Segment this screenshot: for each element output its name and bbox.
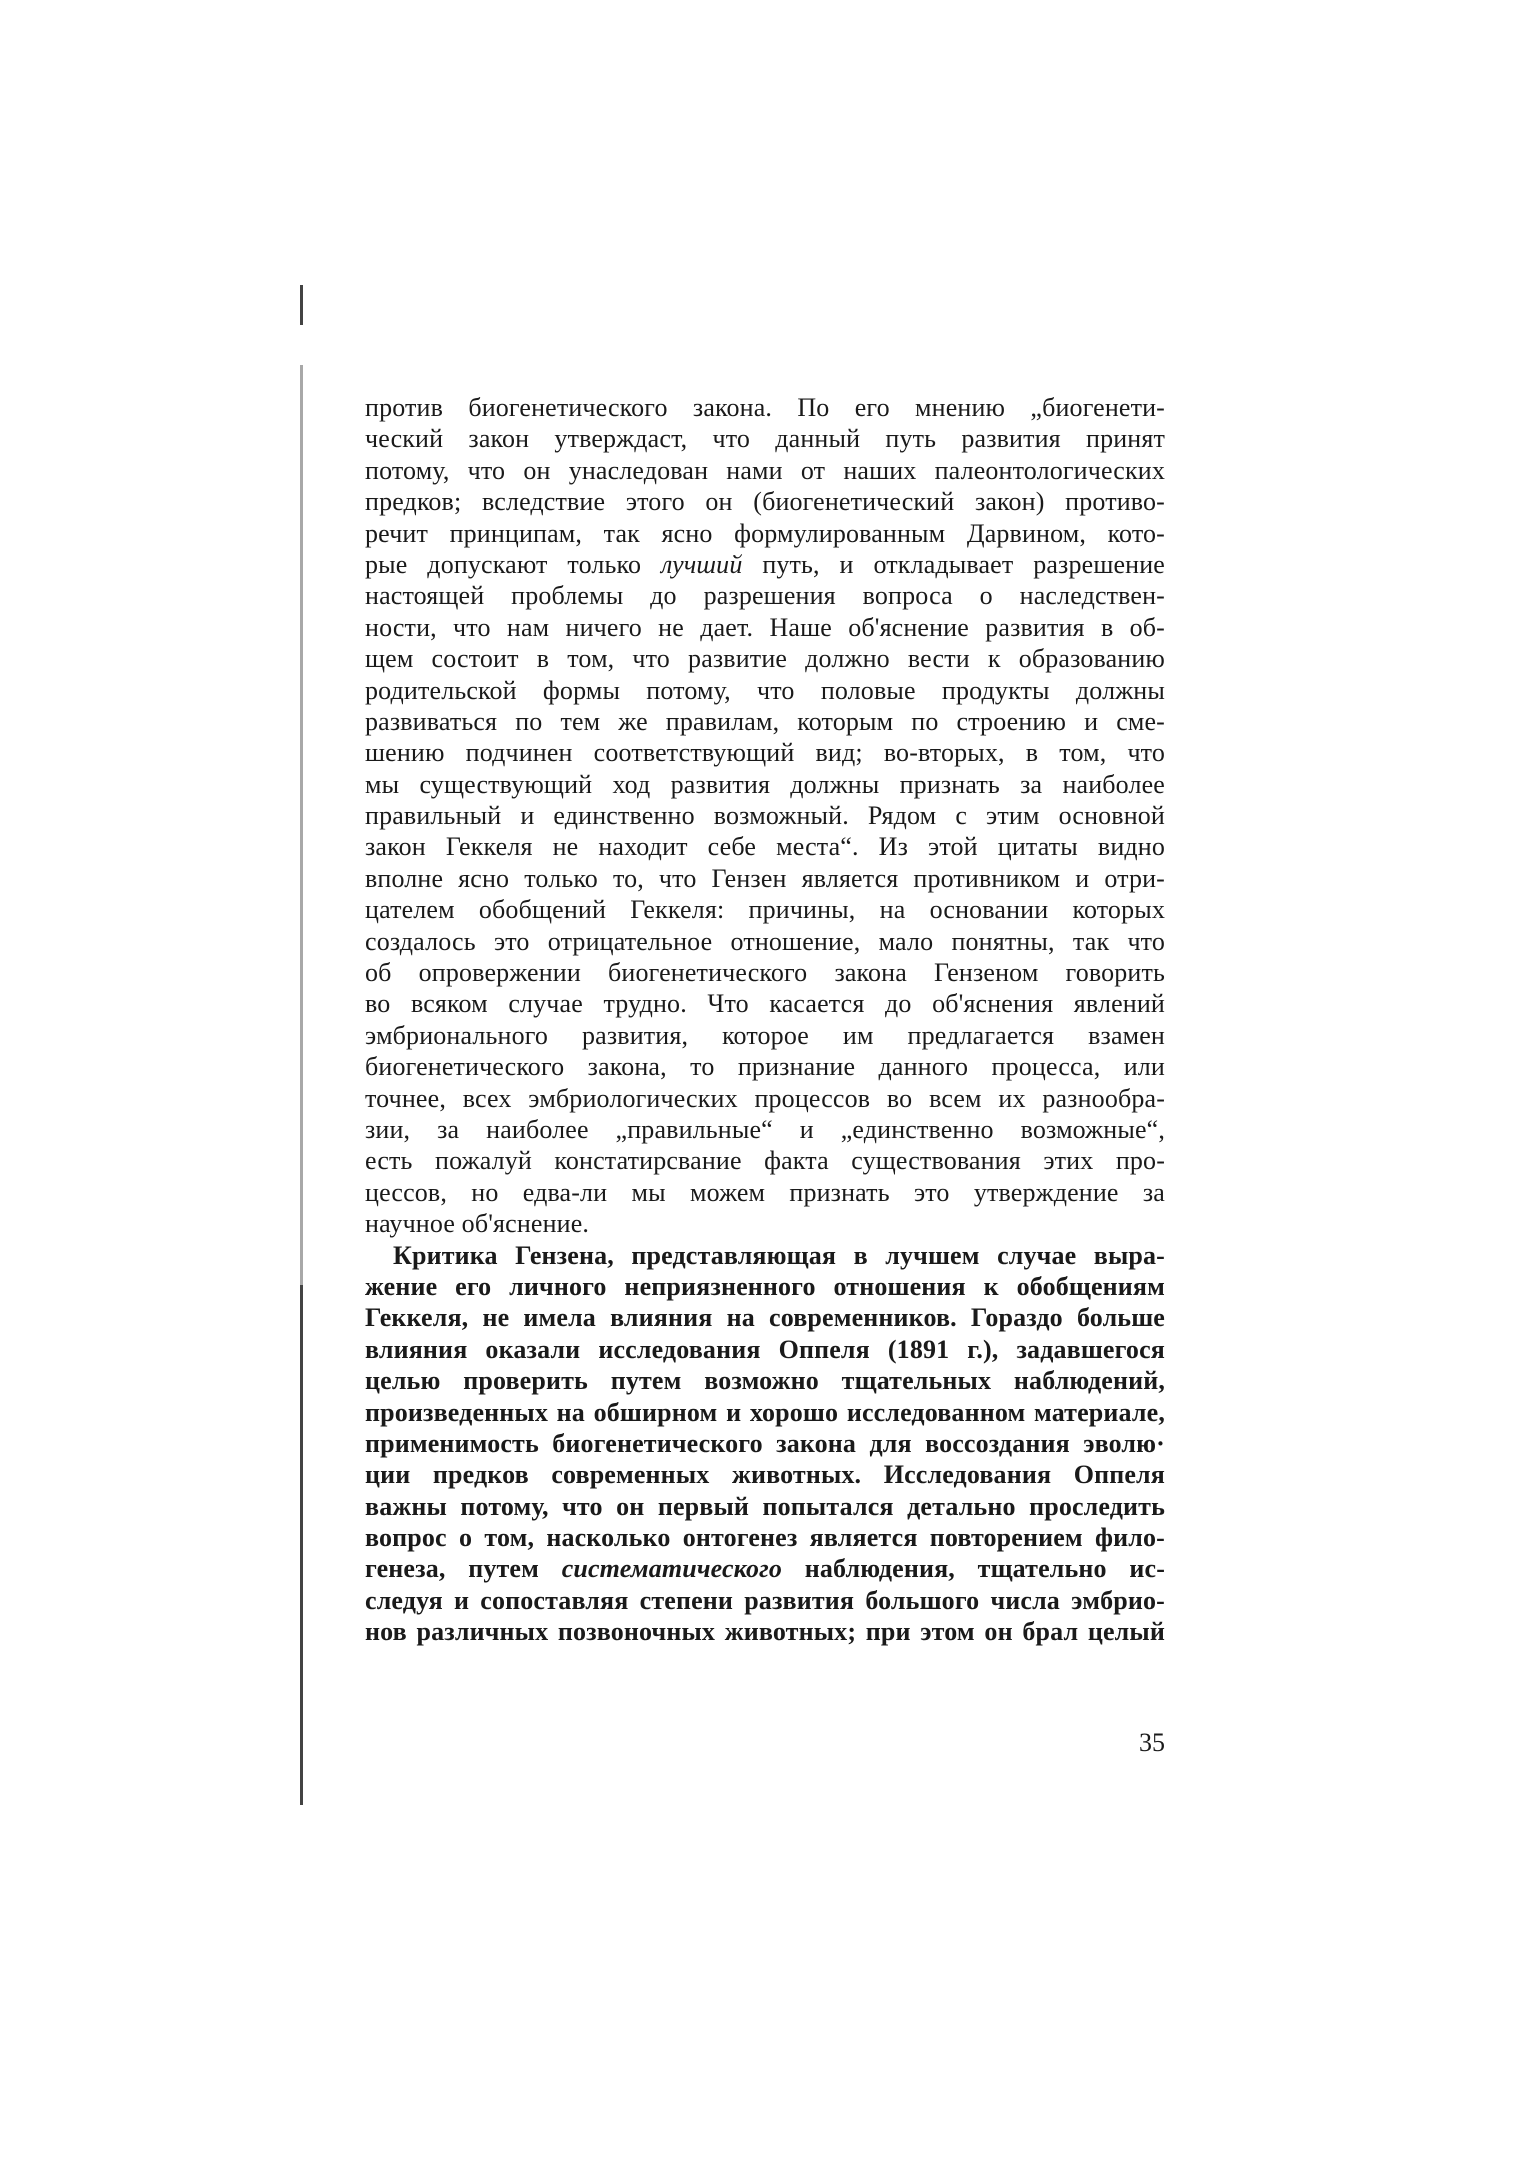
- text-line: предков; вследствие этого он (биогенетический закон) противо-: [365, 487, 1165, 517]
- text-line: во всяком случае трудно. Что касается до об'яснения явлений: [365, 989, 1165, 1019]
- text-line: генеза, путем систематического наблюдения, тщательно ис-: [365, 1554, 1166, 1584]
- text-line: речит принципам, так ясно формулированным Дарвином, кото-: [365, 518, 1165, 548]
- text-line: рые допускают только лучший путь, и откладывает разрешение: [365, 549, 1165, 579]
- text-line: нов различных позвоночных животных; при этом он брал целый: [365, 1617, 1165, 1647]
- text-line: вопрос о том, насколько онтогенез является повторением фило-: [365, 1523, 1165, 1553]
- text-line: эмбрионального развития, которое им предлагается взамен: [365, 1020, 1165, 1050]
- text-line: ности, что нам ничего не дает. Наше об'яснение развития в об-: [365, 612, 1165, 642]
- text-line: важны потому, что он первый попытался детально проследить: [365, 1491, 1165, 1521]
- text-line: произведенных на обширном и хорошо исследованном материале,: [365, 1397, 1165, 1427]
- text-line: шению подчинен соответствующий вид; во-вторых, в том, что: [365, 738, 1165, 768]
- text-line: есть пожалуй констатирсвание факта существования этих про-: [365, 1146, 1165, 1176]
- text-line: ции предков современных животных. Исследования Оппеля: [365, 1460, 1165, 1490]
- text-line: следуя и сопоставляя степени развития большого числа эмбрио-: [365, 1585, 1165, 1615]
- text-line: цессов, но едва-ли мы можем признать это утверждение за: [365, 1177, 1165, 1207]
- text-line: щем состоит в том, что развитие должно вести к образованию: [365, 644, 1165, 674]
- text-line: применимость биогенетического закона для воссоздания эволю·: [365, 1428, 1165, 1458]
- body-text: [365, 392, 1165, 1648]
- text-line: развиваться по тем же правилам, которым по строению и сме-: [365, 706, 1165, 736]
- text-line: создалось это отрицательное отношение, мало понятны, так что: [365, 926, 1165, 956]
- text-line: точнее, всех эмбриологических процессов во всем их разнообра-: [365, 1083, 1165, 1113]
- text-line: цателем обобщений Геккеля: причины, на основании которых: [365, 895, 1165, 925]
- text-line: ческий закон утверждаст, что данный путь развития принят: [365, 424, 1165, 454]
- text-line: мы существующий ход развития должны признать за наиболее: [365, 769, 1165, 799]
- page-number: 35: [1139, 1728, 1165, 1757]
- text-line: целью проверить путем возможно тщательных наблюдений,: [365, 1366, 1165, 1396]
- text-line: влияния оказали исследования Оппеля (1891 г.), задавшегося: [365, 1334, 1165, 1364]
- binding-edge-line: [300, 285, 303, 1805]
- text-line: родительской формы потому, что половые продукты должны: [365, 675, 1165, 705]
- paragraph-2: [365, 1240, 1165, 1648]
- paragraph-1: [365, 392, 1165, 1240]
- text-line: об опровержении биогенетического закона Гензеном говорить: [365, 958, 1165, 988]
- text-line: настоящей проблемы до разрешения вопроса о наследствен-: [365, 581, 1165, 611]
- text-line: жение его личного неприязненного отношения к обобщениям: [365, 1271, 1165, 1301]
- text-line: Критика Гензена, представляющая в лучшем случае выра-: [393, 1240, 1165, 1270]
- text-line: потому, что он унаследован нами от наших палеонтологических: [365, 455, 1165, 485]
- text-line: против биогенетического закона. По его мнению „биогенети-: [365, 393, 1165, 422]
- text-line: вполне ясно только то, что Гензен является противником и отри-: [365, 863, 1165, 893]
- text-line: научное об'яснение.: [365, 1209, 590, 1239]
- text-line: правильный и единственно возможный. Рядом с этим основной: [365, 801, 1165, 831]
- text-line: закон Геккеля не находит себе места“. Из этой цитаты видно: [365, 832, 1165, 862]
- text-line: биогенетического закона, то признание данного процесса, или: [365, 1052, 1165, 1082]
- text-line: Геккеля, не имела влияния на современников. Гораздо больше: [365, 1303, 1165, 1333]
- text-line: зии, за наиболее „правильные“ и „единственно возможные“,: [365, 1114, 1165, 1144]
